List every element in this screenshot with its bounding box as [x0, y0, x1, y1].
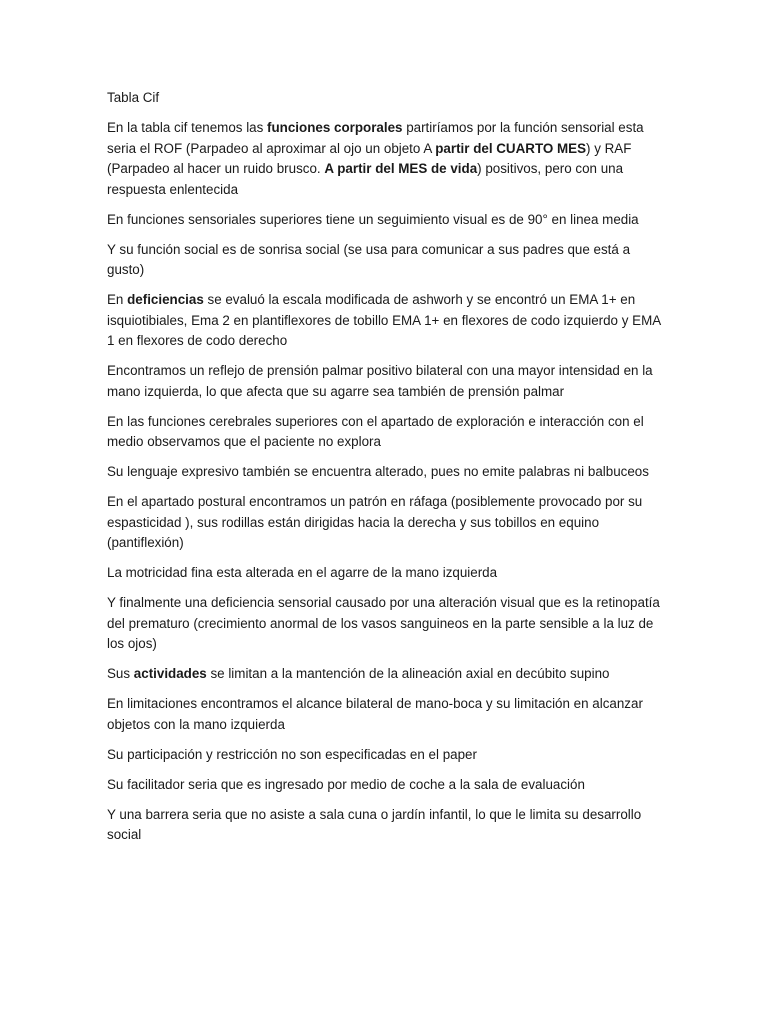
text-run: se evaluó la escala modificada de ashworh y se encontró un EMA 1+ en isquiotibiales, Ema 2 en plantiflexores de tobillo EMA 1+ en flexores de codo izquierdo y EMA 1 en flexores de codo derecho	[107, 292, 661, 348]
bold-run: partir del CUARTO MES	[435, 140, 587, 156]
paragraph-postural: En el apartado postural encontramos un patrón en ráfaga (posiblemente provocado por su espasticidad ), sus rodillas están dirigidas hacia la derecha y sus tobillos en equino (pantiflexión)	[107, 494, 643, 550]
text-run: Sus	[107, 666, 134, 681]
paragraph-funciones-cerebrales: En las funciones cerebrales superiores con el apartado de exploración e interacción con el medio observamos que el paciente no explora	[107, 413, 644, 449]
paragraph-lenguaje: Su lenguaje expresivo también se encuentra alterado, pues no emite palabras ni balbuceos	[107, 464, 649, 479]
paragraph-limitaciones: En limitaciones encontramos el alcance bilateral de mano-boca y su limitación en alcanzar objetos con la mano izquierda	[107, 696, 643, 732]
paragraph-actividades	[107, 664, 667, 685]
text-run: se limitan a la mantención de la alineación axial en decúbito supino	[206, 666, 610, 681]
paragraph-deficiencias	[107, 290, 667, 352]
bold-run: funciones corporales	[267, 120, 403, 135]
document-title: Tabla Cif	[107, 90, 160, 105]
paragraph-funcion-social: Y su función social es de sonrisa social (se usa para comunicar a sus padres que está a gusto)	[107, 241, 631, 277]
paragraph-barrera: Y una barrera seria que no asiste a sala cuna o jardín infantil, lo que le limita su desarrollo social	[107, 806, 642, 842]
paragraph-motricidad-fina: La motricidad fina esta alterada en el agarre de la mano izquierda	[107, 565, 498, 580]
paragraph-deficiencia-sensorial: Y finalmente una deficiencia sensorial causado por una alteración visual que es la retinopatía del prematuro (crecimiento anormal de los vasos sanguineos en la parte sensible a la luz de los ojos)	[107, 595, 660, 651]
text-run: En	[107, 292, 128, 307]
document-page	[107, 88, 667, 855]
bold-run: deficiencias	[127, 292, 204, 307]
text-run: ) y RAF (Parpadeo al hacer un ruido brusco.	[107, 140, 632, 176]
text-run: partiríamos por la función sensorial esta seria el ROF (Parpadeo al aproximar al ojo un objeto A	[107, 120, 644, 156]
paragraph-reflejo-prension: Encontramos un reflejo de prensión palmar positivo bilateral con una mayor intensidad en la mano izquierda, lo que afecta que su agarre sea también de prensión palmar	[107, 363, 653, 399]
paragraph-participacion: Su participación y restricción no son especificadas en el paper	[107, 746, 477, 762]
bold-run: actividades	[133, 666, 207, 681]
paragraph-funciones-corporales	[107, 118, 667, 200]
text-run: ) positivos, pero con una respuesta enlentecida	[107, 161, 624, 197]
paragraph-sensoriales-superiores: En funciones sensoriales superiores tiene un seguimiento visual es de 90° en linea media	[107, 211, 639, 227]
text-run: En la tabla cif tenemos las	[107, 120, 268, 135]
paragraph-facilitador: Su facilitador seria que es ingresado por medio de coche a la sala de evaluación	[107, 776, 585, 792]
bold-run: A partir del MES de vida	[324, 161, 478, 176]
